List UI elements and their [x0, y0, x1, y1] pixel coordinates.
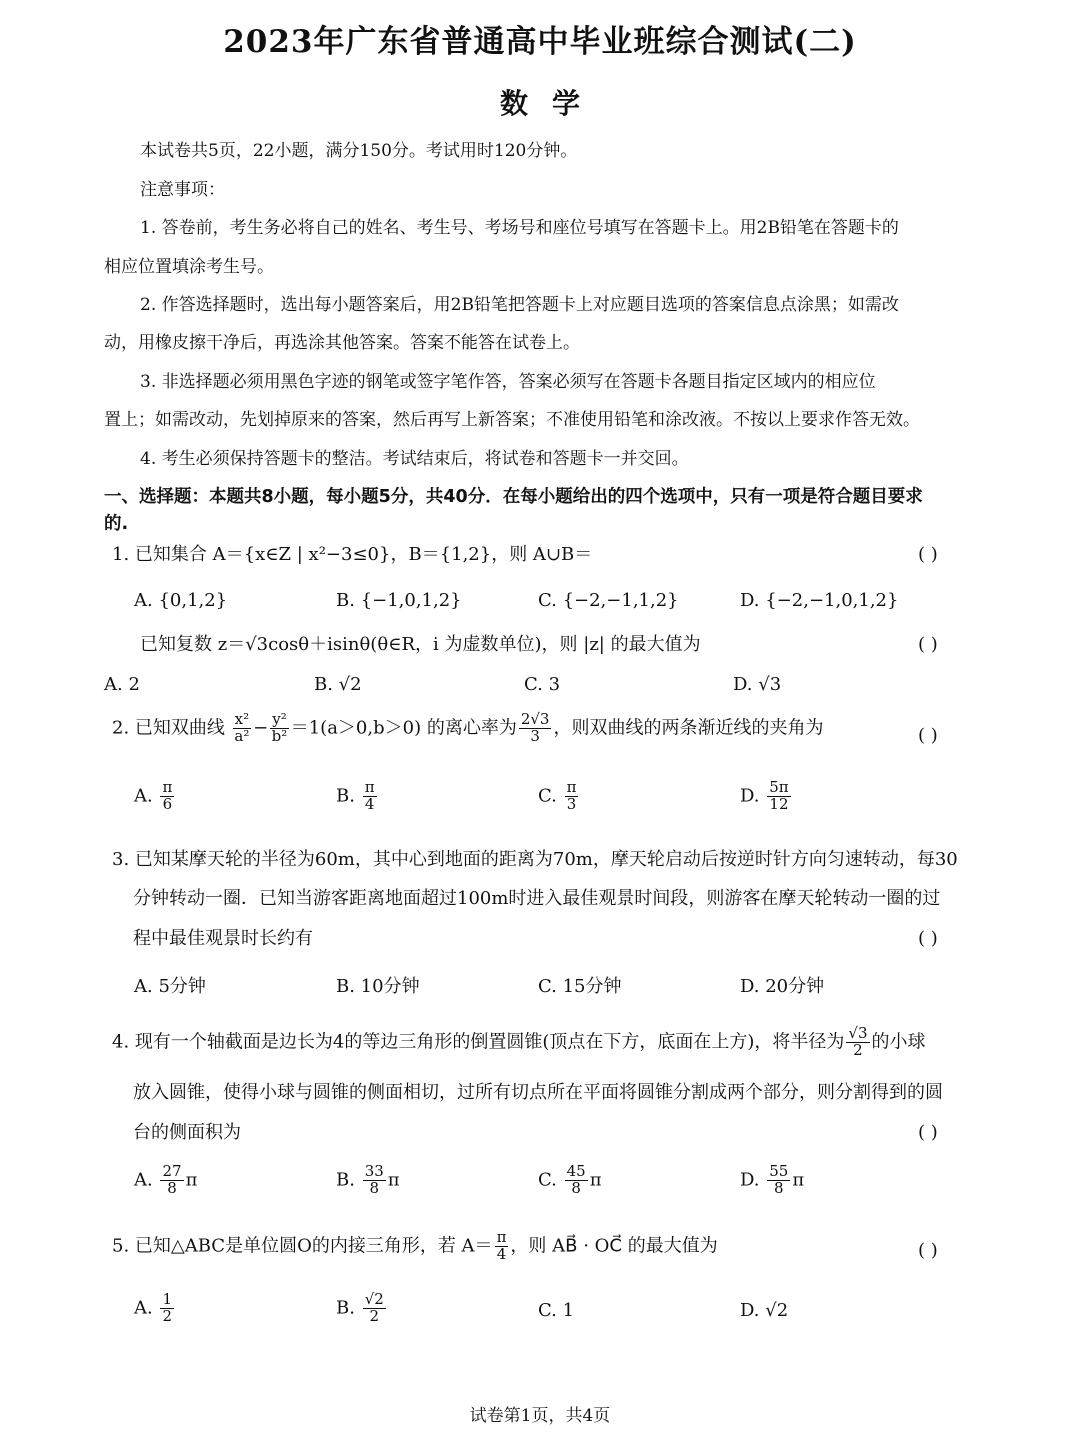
- notice-2b: 动，用橡皮擦干净后，再选涂其他答案。答案不能答在试卷上。: [104, 333, 580, 353]
- notice-1b: 相应位置填涂考生号。: [104, 257, 274, 277]
- q5-frac-angle: $\frac{\pi}{4}$: [496, 1228, 507, 1263]
- intro-line: 本试卷共5页，22小题，满分150分。考试用时120分钟。: [140, 141, 578, 161]
- q1-stem: 1. 已知集合 A＝{x∈Z | x²−3≤0}，B＝{1,2}，则 A∪B＝: [112, 544, 593, 565]
- q4-line-1: 4. 现有一个轴截面是边长为4的等边三角形的倒置圆锥(顶点在下方，底面在上方)，将半径为 $\frac{√3}{2}$ 的小球: [112, 1024, 926, 1059]
- q1-option-c: C. {−2,−1,1,2}: [538, 590, 679, 611]
- notice-3b: 置上；如需改动，先划掉原来的答案，然后再写上新答案；不准使用铅笔和涂改液。不按以上要求作答无效。: [104, 410, 920, 430]
- q4-option-a: A. $\frac{27}{8}$ π: [134, 1162, 198, 1197]
- subject-title: 数学: [499, 87, 604, 120]
- q1b-answer-paren: ( ): [918, 634, 938, 655]
- q1-option-d: D. {−2,−1,0,1,2}: [740, 590, 899, 611]
- q2-option-c: C. $\frac{\pi}{3}$: [538, 778, 577, 813]
- q5-option-b: B. $\frac{√2}{2}$: [336, 1290, 384, 1325]
- notice-4: 4. 考生必须保持答题卡的整洁。考试结束后，将试卷和答题卡一并交回。: [140, 449, 689, 469]
- q5-stem: 5. 已知△ABC是单位圆O的内接三角形，若 A＝ $\frac{\pi}{4}$ ，则 AB⃗ · OC⃗ 的最大值为: [112, 1228, 718, 1263]
- q3-line-3: 程中最佳观景时长约有: [133, 928, 313, 949]
- q4-option-d: D. $\frac{55}{8}$ π: [740, 1162, 805, 1197]
- page-footer: 试卷第1页，共4页: [469, 1406, 611, 1426]
- page-title: 2023年广东省普通高中毕业班综合测试(二): [223, 24, 857, 60]
- q2-option-a: A. $\frac{\pi}{6}$: [134, 778, 173, 813]
- q2-option-b: B. $\frac{\pi}{4}$: [336, 778, 375, 813]
- q3-answer-paren: ( ): [918, 928, 938, 949]
- q2-answer-paren: ( ): [918, 725, 938, 746]
- q3-line-1: 3. 已知某摩天轮的半径为60m，其中心到地面的距离为70m，摩天轮启动后按逆时针方向匀速转动，每30: [112, 849, 958, 870]
- q3-option-a: A. 5分钟: [134, 976, 206, 997]
- q1-answer-paren: ( ): [918, 544, 938, 565]
- section-heading-1: 一、选择题：本题共8小题，每小题5分，共40分．在每小题给出的四个选项中，只有一项是符合题目要求: [104, 487, 923, 507]
- q2-stem: 2. 已知双曲线 $\frac{\text{x²}}{\text{a²}}$ − $\frac{\text{y²}}{\text{b²}}$ ＝1(a＞0,b＞0) 的离心率为 $\frac{2√3}{3}$ ，则双曲线的两条渐近线的夹角为: [112, 710, 824, 745]
- q3-option-d: D. 20分钟: [740, 976, 825, 997]
- q4-option-c: C. $\frac{45}{8}$ π: [538, 1162, 602, 1197]
- q3-option-b: B. 10分钟: [336, 976, 420, 997]
- q5-option-c: C. 1: [538, 1300, 575, 1321]
- q1b-stem: 已知复数 z＝√3cosθ＋isinθ(θ∈R，i 为虚数单位)，则 |z| 的最大值为: [140, 634, 701, 655]
- q2-option-d: D. $\frac{5\pi}{12}$: [740, 778, 789, 813]
- q1b-option-b: B. √2: [314, 674, 362, 695]
- q1b-option-c: C. 3: [524, 674, 561, 695]
- q4-line-3: 台的侧面积为: [133, 1122, 241, 1143]
- q1b-option-d: D. √3: [733, 674, 782, 695]
- q5-answer-paren: ( ): [918, 1240, 938, 1261]
- q2-stem-post: ，则双曲线的两条渐近线的夹角为: [553, 717, 824, 739]
- section-heading-2: 的.: [104, 514, 129, 534]
- q1-option-b: B. {−1,0,1,2}: [336, 590, 462, 611]
- q4-line-2: 放入圆锥，使得小球与圆锥的侧面相切，过所有切点所在平面将圆锥分割成两个部分，则分割得到的圆: [133, 1082, 943, 1103]
- q5-option-d: D. √2: [740, 1300, 789, 1321]
- q5-option-a: A. $\frac{1}{2}$: [134, 1290, 173, 1325]
- q2-stem-pre: 2. 已知双曲线: [112, 717, 225, 739]
- q3-option-c: C. 15分钟: [538, 976, 622, 997]
- q4-frac-radius: $\frac{√3}{2}$: [848, 1024, 868, 1059]
- q4-option-b: B. $\frac{33}{8}$ π: [336, 1162, 400, 1197]
- notice-label: 注意事项：: [140, 180, 225, 200]
- notice-2a: 2. 作答选择题时，选出每小题答案后，用2B铅笔把答题卡上对应题目选项的答案信息点涂黑；如需改: [140, 295, 899, 315]
- q2-frac-e: $\frac{2√3}{3}$: [520, 710, 550, 745]
- q1-option-a: A. {0,1,2}: [134, 590, 228, 611]
- q2-frac-y: $\frac{\text{y²}}{\text{b²}}$: [271, 710, 288, 745]
- q4-answer-paren: ( ): [918, 1122, 938, 1143]
- notice-3a: 3. 非选择题必须用黑色字迹的钢笔或签字笔作答，答案必须写在答题卡各题目指定区域内的相应位: [140, 372, 876, 392]
- notice-1a: 1. 答卷前，考生务必将自己的姓名、考生号、考场号和座位号填写在答题卡上。用2B铅笔在答题卡的: [140, 218, 899, 238]
- q1b-option-a: A. 2: [104, 674, 140, 695]
- q2-frac-x: $\frac{\text{x²}}{\text{a²}}$: [234, 710, 250, 745]
- q3-line-2: 分钟转动一圈．已知当游客距离地面超过100m时进入最佳观景时间段，则游客在摩天轮转动一圈的过: [133, 888, 941, 909]
- q2-stem-mid: ＝1(a＞0,b＞0) 的离心率为: [290, 717, 517, 739]
